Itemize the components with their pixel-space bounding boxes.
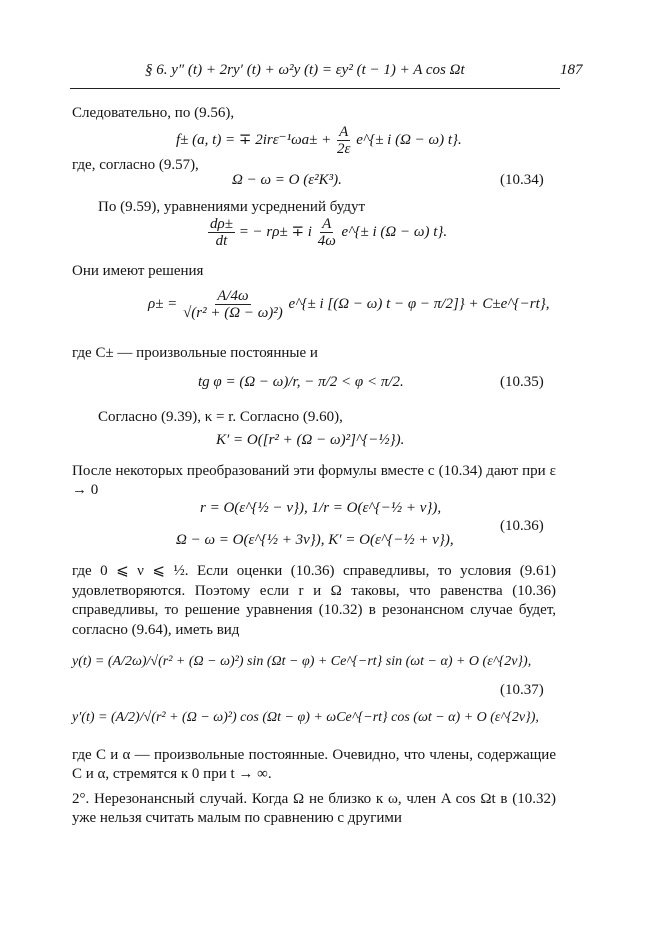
equation (176, 124, 462, 157)
text-line: где C± — произвольные постоянные и (72, 345, 318, 361)
paragraph: 2°. Нерезонансный случай. Когда Ω не близко к ω, член A cos Ωt в (10.32) уже нельзя считать малым по сравнению с другими (72, 791, 556, 826)
equation-number: (10.37) (500, 682, 544, 698)
equation: y′(t) = (A/2)/√(r² + (Ω − ω)²) cos (Ωt − φ) + ωCe^{−rt} cos (ωt − α) + O (ε^{2ν}), (72, 710, 539, 725)
equation-number: (10.34) (500, 172, 544, 188)
denominator: √(r² + (Ω − ω)²) (183, 305, 283, 321)
numerator: dρ± (210, 216, 233, 232)
text-line: Следовательно, по (9.56), (72, 105, 235, 121)
text-line: По (9.59), уравнениями усреднений будут (98, 199, 366, 215)
equation: K′ = O([r² + (Ω − ω)²]^{−½}). (216, 432, 405, 448)
denominator: dt (215, 233, 228, 249)
text-line: Они имеют решения (72, 263, 204, 279)
equation-part: e^{± i (Ω − ω) t}. (341, 223, 448, 240)
running-head: § 6. y″ (t) + 2ry′ (t) + ω²y (t) = εy² (t − 1) + A cos Ωt (145, 62, 465, 78)
denominator: 2ε (337, 141, 351, 157)
equation: y(t) = (A/2ω)/√(r² + (Ω − ω)²) sin (Ωt − φ) + Ce^{−rt} sin (ωt − α) + O (ε^{2ν}), (72, 654, 532, 669)
equation-number: (10.36) (500, 518, 544, 534)
page-number: 187 (560, 62, 583, 78)
equation-number: (10.35) (500, 374, 544, 390)
numerator: A (339, 124, 349, 140)
paragraph: где C и α — произвольные постоянные. Очевидно, что члены, содержащие C и α, стремятся к 0 при t → ∞. (72, 747, 556, 782)
equation-part: e^{± i [(Ω − ω) t − φ − π/2]} + C±e^{−rt}, (288, 295, 550, 312)
equation-part: = − rρ± ∓ i (238, 223, 312, 240)
equation: tg φ = (Ω − ω)/r, − π/2 < φ < π/2. (198, 374, 404, 390)
equation (208, 216, 447, 249)
numerator: A (322, 216, 332, 232)
equation: r = O(ε^{½ − ν}), 1/r = O(ε^{−½ + ν}), (200, 500, 442, 516)
fraction (181, 288, 285, 321)
equation-part: e^{± i (Ω − ω) t}. (356, 131, 462, 148)
denominator: 4ω (317, 233, 336, 249)
text-line: где, согласно (9.57), (72, 157, 199, 173)
equation (148, 288, 550, 321)
fraction (335, 124, 352, 157)
equation-part: f± (a, t) = ∓ 2irε⁻¹ωa± + (176, 131, 332, 148)
paragraph: После некоторых преобразований эти формулы вместе с (10.34) дают при ε → 0 (72, 463, 556, 498)
text-line: Согласно (9.39), κ = r. Согласно (9.60), (98, 409, 343, 425)
equation-part: ρ± = (148, 295, 178, 312)
numerator: A/4ω (217, 288, 249, 304)
header-rule (70, 88, 560, 89)
equation: Ω − ω = O (ε²K³). (232, 172, 342, 188)
equation: Ω − ω = O(ε^{½ + 3ν}), K′ = O(ε^{−½ + ν}), (176, 532, 454, 548)
fraction (208, 216, 235, 249)
fraction (316, 216, 338, 249)
paragraph: где 0 ⩽ ν ⩽ ½. Если оценки (10.36) справедливы, то условия (9.61) удовлетворяются. Поэтому если r и Ω таковы, что равенства (10.36) справедливы, то решение уравнения (10.32) в резонансном случае будет, согласно (9.64), иметь вид (72, 563, 556, 638)
